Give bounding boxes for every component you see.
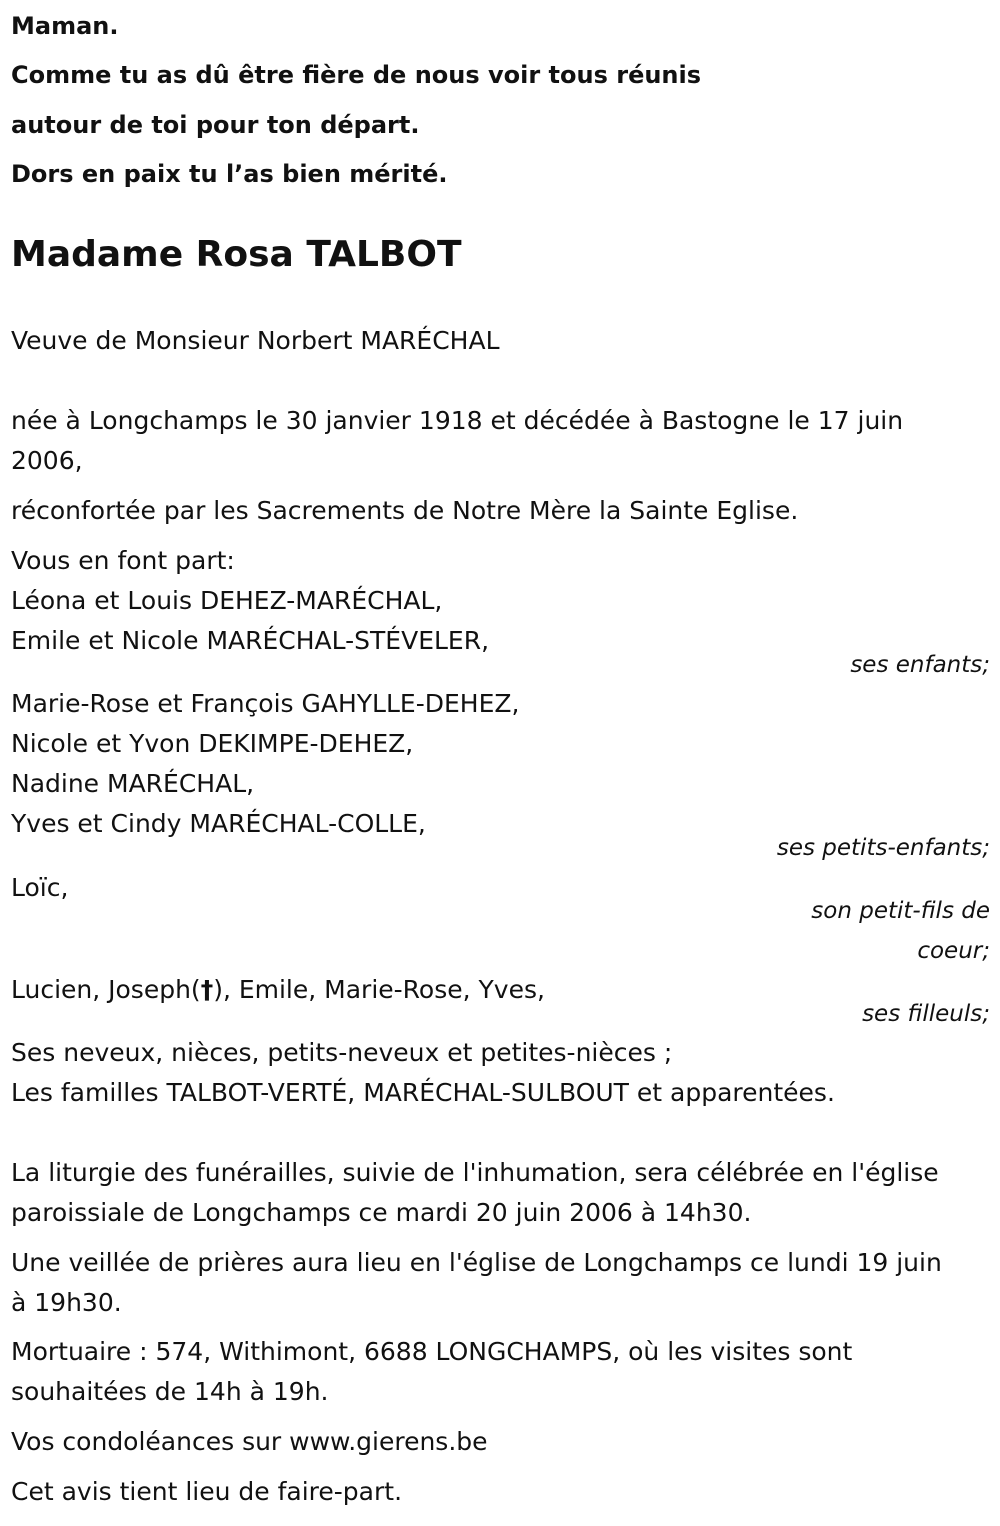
family-intro: Vous en font part: (11, 546, 235, 575)
mortuary-line-2: souhaitées de 14h à 19h. (11, 1377, 329, 1406)
grandchild-3: Nadine MARÉCHAL, (11, 769, 255, 798)
godchildren-after: ), Emile, Marie-Rose, Yves, (213, 975, 545, 1004)
sacraments-line: réconfortée par les Sacrements de Notre Mère la Sainte Eglise. (11, 496, 799, 525)
child-2: Emile et Nicole MARÉCHAL-STÉVELER, (11, 626, 490, 655)
vigil-line-1: Une veillée de prières aura lieu en l'église de Longchamps ce lundi 19 juin (11, 1248, 942, 1277)
cross-icon: † (200, 975, 214, 1004)
widow-line: Veuve de Monsieur Norbert MARÉCHAL (11, 326, 500, 355)
godchildren-line (11, 970, 545, 1010)
grandchild-4: Yves et Cindy MARÉCHAL-COLLE, (11, 809, 426, 838)
condolences-line: Vos condoléances sur www.gierens.be (11, 1427, 488, 1456)
grandchildren-label: ses petits-enfants; (776, 835, 990, 861)
heart-grandson-label-1: son petit-fils de (811, 898, 990, 924)
deceased-name: Madame Rosa TALBOT (11, 234, 462, 275)
poem-line-4: Dors en paix tu l’as bien mérité. (11, 160, 448, 188)
vigil-line-2: à 19h30. (11, 1288, 122, 1317)
grandchild-2: Nicole et Yvon DEKIMPE-DEHEZ, (11, 729, 414, 758)
poem-line-3: autour de toi pour ton départ. (11, 111, 420, 139)
grandchild-1: Marie-Rose et François GAHYLLE-DEHEZ, (11, 689, 520, 718)
godchildren-before: Lucien, Joseph( (11, 975, 201, 1004)
birth-death-line-2: 2006, (11, 446, 83, 475)
poem-line-1: Maman. (11, 12, 119, 40)
families-line: Les familles TALBOT-VERTÉ, MARÉCHAL-SULBOUT et apparentées. (11, 1078, 835, 1107)
notice-line: Cet avis tient lieu de faire-part. (11, 1477, 403, 1506)
nephews-line: Ses neveux, nièces, petits-neveux et petites-nièces ; (11, 1038, 673, 1067)
heart-grandson-label-2: coeur; (917, 938, 990, 964)
liturgy-line-2: paroissiale de Longchamps ce mardi 20 juin 2006 à 14h30. (11, 1198, 752, 1227)
child-1: Léona et Louis DEHEZ-MARÉCHAL, (11, 586, 443, 615)
liturgy-line-1: La liturgie des funérailles, suivie de l'inhumation, sera célébrée en l'église (11, 1158, 939, 1187)
godchildren-label: ses filleuls; (862, 1001, 990, 1027)
heart-grandson: Loïc, (11, 873, 69, 902)
birth-death-line-1: née à Longchamps le 30 janvier 1918 et décédée à Bastogne le 17 juin (11, 406, 904, 435)
poem-line-2: Comme tu as dû être fière de nous voir tous réunis (11, 61, 702, 89)
mortuary-line-1: Mortuaire : 574, Withimont, 6688 LONGCHAMPS, où les visites sont (11, 1337, 853, 1366)
children-label: ses enfants; (850, 652, 990, 678)
